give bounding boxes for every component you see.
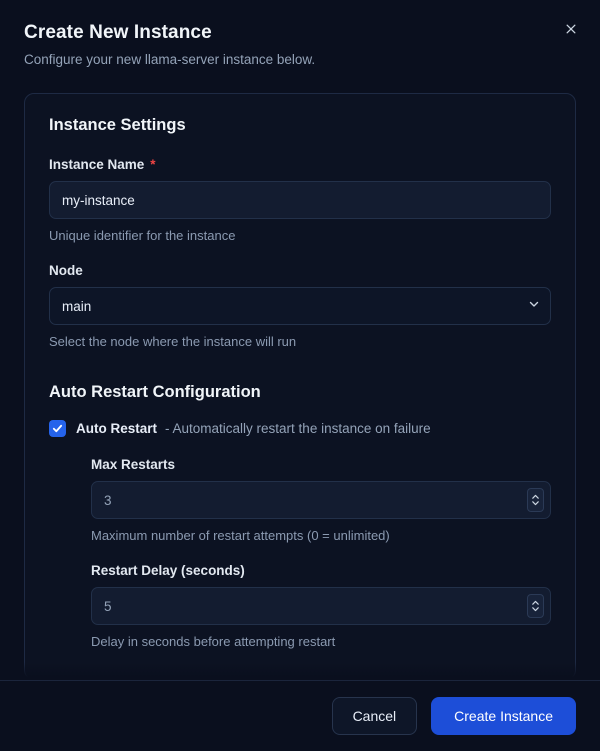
field-instance-name (49, 157, 551, 243)
spinner-up-down-icon[interactable] (527, 594, 544, 618)
dialog-body (0, 67, 600, 680)
auto-restart-row (49, 420, 551, 437)
spinner-up-down-icon[interactable] (527, 488, 544, 512)
restart-delay-helper: Delay in seconds before attempting restart (91, 634, 336, 649)
restart-delay-input[interactable] (91, 587, 551, 625)
max-restarts-wrapper (91, 481, 551, 519)
dialog-subtitle: Configure your new llama-server instance below. (24, 52, 316, 67)
cancel-button[interactable]: Cancel (332, 697, 418, 735)
node-helper: Select the node where the instance will run (49, 334, 297, 349)
max-restarts-input[interactable] (91, 481, 551, 519)
dialog-header (0, 0, 600, 67)
section-title-auto-restart: Auto Restart Configuration (49, 383, 261, 401)
auto-restart-description: - Automatically restart the instance on failure (165, 421, 431, 436)
instance-name-input[interactable] (49, 181, 551, 219)
auto-restart-checkbox[interactable] (49, 420, 66, 437)
max-restarts-helper: Maximum number of restart attempts (0 = unlimited) (91, 528, 390, 543)
restart-delay-wrapper (91, 587, 551, 625)
required-marker: * (150, 157, 156, 172)
dialog-footer (0, 680, 600, 751)
auto-restart-options (49, 457, 551, 649)
node-select[interactable] (49, 287, 551, 325)
node-select-wrapper (49, 287, 551, 325)
close-icon[interactable] (559, 17, 583, 41)
settings-card (24, 93, 576, 680)
max-restarts-label: Max Restarts (91, 457, 176, 472)
field-restart-delay (91, 563, 551, 649)
field-node (49, 263, 551, 349)
restart-delay-label: Restart Delay (seconds) (91, 563, 245, 578)
instance-name-helper: Unique identifier for the instance (49, 228, 236, 243)
node-label: Node (49, 263, 83, 278)
page-title: Create New Instance (24, 22, 212, 43)
field-max-restarts (91, 457, 551, 543)
instance-name-label (49, 157, 551, 172)
create-instance-button[interactable]: Create Instance (431, 697, 576, 735)
instance-name-label-text: Instance Name (49, 157, 145, 172)
check-icon (52, 423, 63, 434)
auto-restart-label: Auto Restart (76, 421, 158, 436)
section-title-instance-settings: Instance Settings (49, 116, 186, 134)
